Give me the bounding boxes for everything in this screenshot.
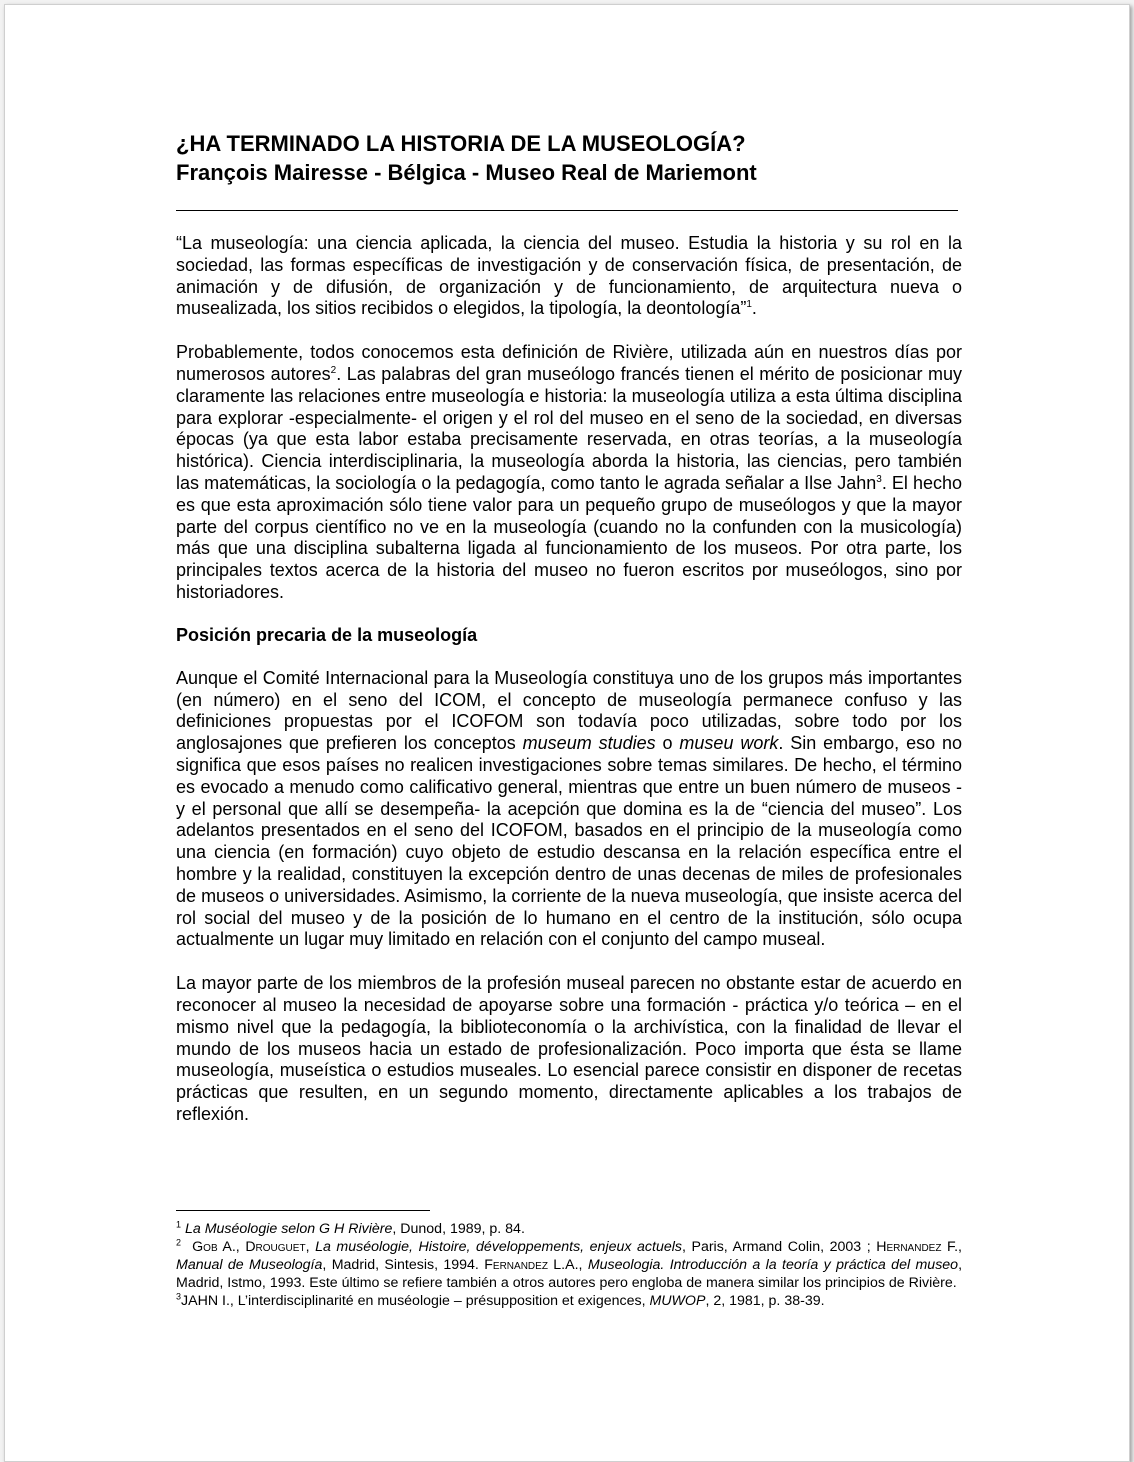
footnotes xyxy=(176,1220,962,1310)
footnote-3: $^3$JAHN I., L’interdisciplinarité en muséologie – présupposition et exigences, MUWOP, 2, 1981, p. 38-39. xyxy=(176,1291,825,1309)
document-page xyxy=(4,4,1130,1462)
paragraph-1: “La museología: una ciencia aplicada, la ciencia del museo. Estudia la historia y su rol en la sociedad, las formas específicas de investigación y de conservación física, de presentación, de animación y de difusión, de organización y de funcionamiento, de arquitectura nueva o musealizada, los sitios recibidos o elegidos, la tipología, la deontología”$^1$. xyxy=(176,233,962,319)
footnote-ref-2: 2 xyxy=(330,364,337,376)
footnote-1: $^1$ La Muséologie selon G H Rivière, Dunod, 1989, p. 84. xyxy=(176,1219,525,1237)
paragraph-2: Probablemente, todos conocemos esta definición de Rivière, utilizada aún en nuestros días por numerosos autores$^2$. Las palabras del gran museólogo francés tienen el mérito de posicionar muy claramente las relaciones entre museología e historia: la museología utiliza a esta última disciplina para explorar -especialmente- el origen y el rol del museo en el seno de la sociedad, en diversas épocas (ya que esta labor estaba precisamente reservada, en otras teorías, a la museología histórica). Ciencia interdisciplinaria, la museología aborda la historia, las ciencias, pero también las matemáticas, la sociología o la pedagogía, como tanto le agrada señalar a Ilse Jahn$^3$. El hecho es que esta aproximación sólo tiene valor para un pequeño grupo de museólogos y que la mayor parte del corpus científico no ve en la museología (cuando no la confunden con la musicología) más que una disciplina subalterna ligada al funcionamiento de los museos. Por otra parte, los principales textos acerca de la historia del museo no fueron escritos por museólogos, sino por historiadores. xyxy=(176,342,962,602)
paragraph-3: Aunque el Comité Internacional para la Museología constituya uno de los grupos más importantes (en número) en el seno del ICOM, el concepto de museología permanece confuso y las definiciones propuestas por el ICOFOM son todavía poco utilizadas, sobre todo por los anglosajones que prefieren los conceptos museum studies o museu work. Sin embargo, eso no significa que esos países no realicen investigaciones sobre temas similares. De hecho, el término es evocado a menudo como calificativo general, mientras que entre un buen número de museos -y el personal que allí se desempeña- la acepción que domina es la de “ciencia del museo”. Los adelantos presentados en el seno del ICOFOM, basados en el principio de la museología como una ciencia (en formación) cuyo objeto de estudio descansa en la relación específica entre el hombre y la realidad, constituyen la excepción dentro de unas decenas de miles de profesionales de museos o universidades. Asimismo, la corriente de la nueva museología, que insiste acerca del rol social del museo y de la posición de lo humano en el centro de la institución, sólo ocupa actualmente un lugar muy limitado en relación con el conjunto del campo museal. xyxy=(176,667,963,950)
section-heading: Posición precaria de la museología xyxy=(176,624,478,645)
footnote-2: $^2$ Gob A., Drouguet, La muséologie, Histoire, développements, enjeux actuels, Paris, Armand Colin, 2003 ; Hernandez F., Manual de Museología, Madrid, Sintesis, 1994. Fernandez L.A., Museologia. Introducción a la teoría y práctica del museo, Madrid, Istmo, 1993. Este último se refiere también a otros autores pero engloba de manera similar los principios de Rivière. xyxy=(176,1237,963,1291)
footnote-ref-3: 3 xyxy=(876,473,882,485)
title-divider xyxy=(176,210,958,211)
footnote-divider xyxy=(176,1210,430,1211)
title-line-1: ¿HA TERMINADO LA HISTORIA DE LA MUSEOLOGÍA? xyxy=(176,131,746,156)
document-title xyxy=(176,129,962,187)
paragraph-4: La mayor parte de los miembros de la profesión museal parecen no obstante estar de acuerdo en reconocer al museo la necesidad de apoyarse sobre una formación - práctica y/o teórica – en el mismo nivel que la pedagogía, la biblioteconomía o la archivística, con la finalidad de llevar el mundo de los museos hacia un estado de profesionalización. Poco importa que ésta se llame museología, museística o estudios museales. Lo esencial parece consistir en disponer de recetas prácticas que resulten, en un segundo momento, directamente aplicables a los trabajos de reflexión. xyxy=(176,973,962,1124)
title-line-2: François Mairesse - Bélgica - Museo Real de Mariemont xyxy=(176,160,757,185)
footnote-ref-1: 1 xyxy=(746,299,752,311)
document-body xyxy=(176,129,962,1126)
